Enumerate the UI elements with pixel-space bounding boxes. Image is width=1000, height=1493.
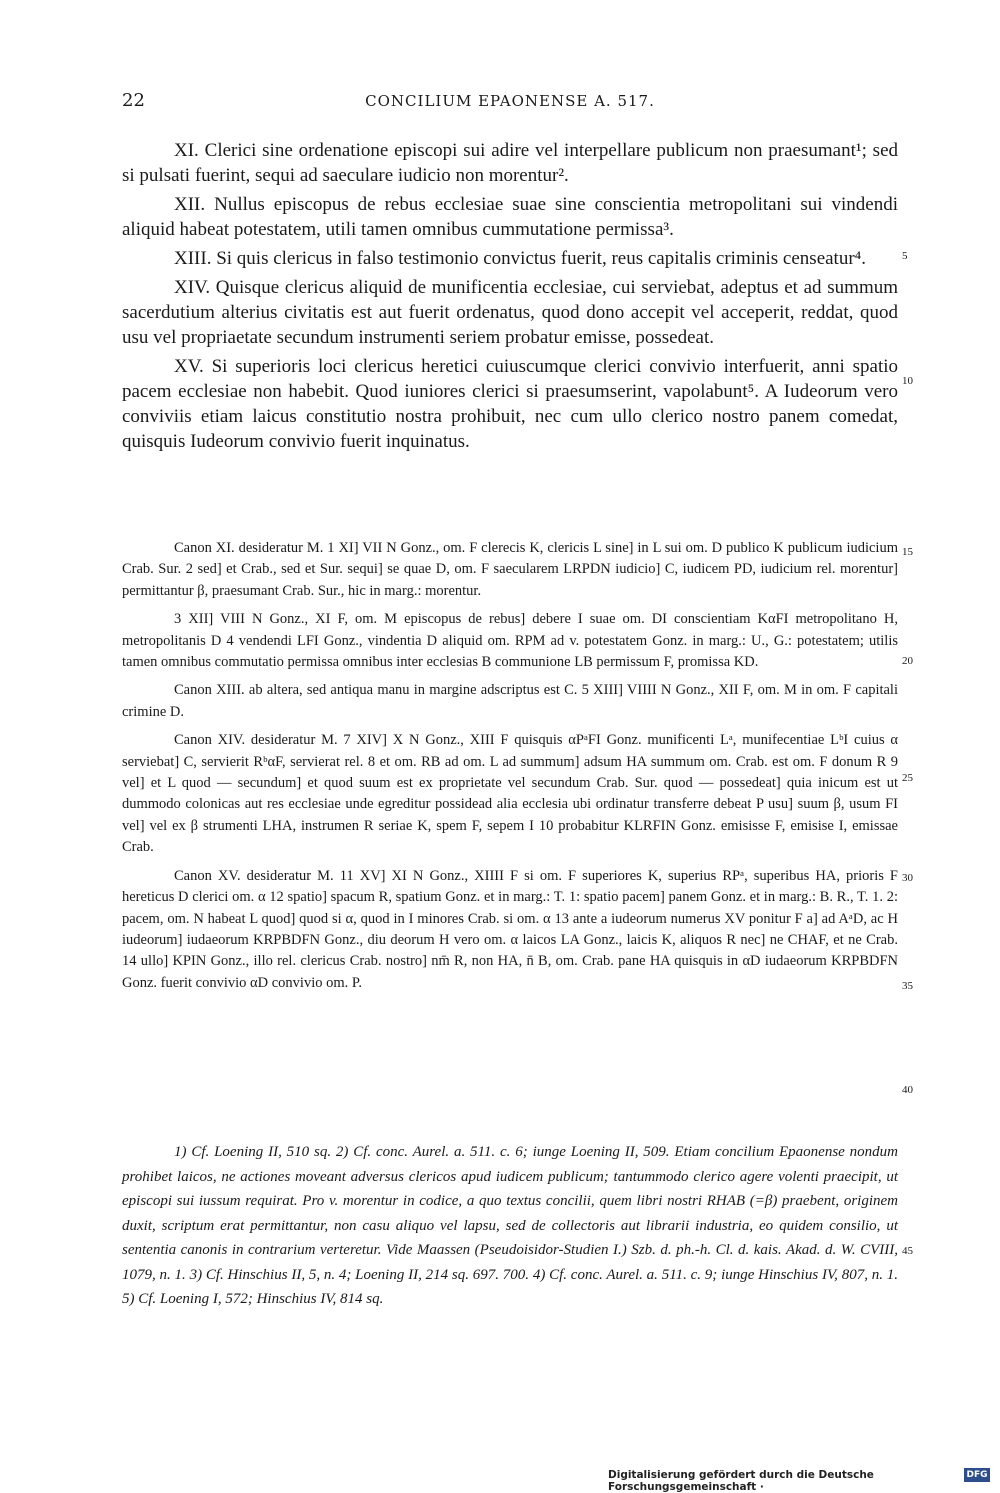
line-number: 5 <box>902 250 908 262</box>
line-number: 40 <box>902 1084 913 1096</box>
canon-body: Nullus episcopus de rebus ecclesiae suae sine conscientia metropolitani sui vindendi aliquid habeat potestatem, utili tamen omnibus cummutatione permissa³. <box>122 194 899 240</box>
canon-xiv <box>122 275 898 350</box>
apparatus-entry: Canon XIV. desideratur M. 7 XIV] X N Gonz., XIII F quisquis αPᵃFI Gonz. munificenti Lᵃ, munifecentiae LᵇI cuius α serviebat] C, servierit RᵇαF, servierat rel. 8 et om. RB ad om. L ad summum] adsum HA summum om. Crab. est om. F donum R 9 vel] et L quod — secundum] et quod suum est ex proprietate vel secundum Crab. Sur. quod — possedeat] quia inicum est ut dummodo colonicas aut res ecclesiae unde egreditur possidead alia ecclesia ubi ordinatur transferre debeat P usu] suum β, usum FI vel] vel ex β strumenti LHA, instrumen R seriae K, spem F, sepem I 10 probabitur KLRFIN Gonz. emisisse F, emisise I, emissae Crab. <box>122 732 898 856</box>
canon-body: Quisque clericus aliquid de munificentia ecclesiae, cui serviebat, adeptus et ad summum sacerdutium alterius civitatis est aut fuerit ordenatus, quod dono accepit vel acceperit, reddat, quod usu vel propriaetate secundum instrumenti seriem probatur emisse, possedeat. <box>122 277 899 348</box>
footnotes <box>122 1140 898 1312</box>
apparatus-entry: Canon XV. desideratur M. 11 XV] XI N Gonz., XIIII F si om. F superiores K, superius RPᵃ, superibus HA, prioris F hereticus D clerici om. α 12 spatio] spacum R, spatium Gonz. et in marg.: T. 1: spatio pacem] panem Gonz. et in marg.: B. R., T. 1. 2: pacem, om. N habeat L quod] quod si α, quod in I minores Crab. si om. α 13 ante a iudeorum numerus XV ponitur F a] ad AᵃD, ac H iudeorum] iudaeorum KRPBDFN Gonz., diu deorum H vero om. α laicos LA Gonz., laicis K, aliquos R nec] ne CHAF, et ne Crab. 14 ullo] KPIN Gonz., illo rel. clericus Crab. nostro] nm̄ R, non HA, n̄ B, om. Crab. pane HA quisquis in αD iudaeorum KRPBDFN Gonz. fuerit convivio αD convivio om. P. <box>122 867 898 991</box>
canon-xi <box>122 138 898 188</box>
line-number: 15 <box>902 546 913 558</box>
canon-number: XV. <box>174 356 204 377</box>
apparatus-entry: Canon XI. desideratur M. 1 XI] VII N Gonz., om. F clerecis K, clericis L sine] in L sui om. D publico K publicum iudicium Crab. Sur. 2 sed] et Crab., sed et Sur. sequi] se quae D, om. F saecularem LRPDN iudicio] C, iudicem PD, iudicium rel. morentur] permittantur β, praesumant Crab. Sur., hic in marg.: morentur. <box>122 540 898 599</box>
critical-apparatus <box>122 538 898 1001</box>
canon-xii <box>122 192 898 242</box>
canon-number: XIV. <box>174 277 211 298</box>
line-number: 30 <box>902 872 913 884</box>
canon-xv <box>122 354 898 454</box>
canon-body: Clerici sine ordenatione episcopi sui adire vel interpellare publicum non praesumant¹; sed si pulsati fuerint, sequi ad saeculare iudicio non morentur². <box>122 140 898 186</box>
canon-number: XIII. <box>174 248 212 269</box>
page-number: 22 <box>122 90 145 111</box>
page-header <box>122 90 898 116</box>
canon-body: Si quis clericus in falso testimonio convictus fuerit, reus capitalis criminis censeatur⁴. <box>216 248 867 269</box>
line-number: 25 <box>902 772 913 784</box>
line-number: 20 <box>902 655 913 667</box>
dfg-credit: Digitalisierung gefördert durch die Deutsche Forschungsgemeinschaft · <box>608 1469 874 1493</box>
canon-xiii <box>122 246 898 271</box>
line-number: 35 <box>902 980 913 992</box>
running-title: CONCILIUM EPAONENSE A. 517. <box>365 92 655 110</box>
dfg-logo-icon: DFG <box>964 1468 990 1482</box>
footnote-block: 1) Cf. Loening II, 510 sq. 2) Cf. conc. Aurel. a. 511. c. 6; iunge Loening II, 509. Etiam concilium Epaonense nondum prohibet laicos, ne actiones moveant adversus clericos apud iudicem publicum; tantummodo clerico agere volenti praecipit, ut episcopi sui iussum requirat. Pro v. morentur in codice, a quo textus concilii, quem libri nostri RHAB (=β) praebent, originem duxit, scriptum erat permittantur, non casu aliquo vel lapsu, sed de collectoris aut librarii industria, eo quidem consilio, ut sententia canonis in contrarium verteretur. Vide Maassen (Pseudoisidor-Studien I.) Szb. d. ph.-h. Cl. d. kais. Akad. d. W. CVIII, 1079, n. 1. 3) Cf. Hinschius II, 5, n. 4; Loening II, 214 sq. 697. 700. 4) Cf. conc. Aurel. a. 511. c. 9; iunge Hinschius IV, 807, n. 1. 5) Cf. Loening I, 572; Hinschius IV, 814 sq. <box>122 1144 898 1307</box>
apparatus-entry: 3 XII] VIII N Gonz., XI F, om. M episcopus de rebus] debere I suae om. DI conscientiam KαFI metropolitano H, metropolitanis D 4 vendendi LFI Gonz., vindentia D aliquid om. RPM ad v. potestatem Gonz. in marg.: U., G.: potestatem; utilis tamen omnibus commutatio permissa omnibus inter ecclesias B communione LB permissum F, promissa KD. <box>122 611 898 671</box>
canon-number: XI. <box>174 140 199 161</box>
canon-number: XII. <box>174 194 206 215</box>
canon-body: Si superioris loci clericus heretici cuiuscumque clerici convivio interfuerit, anni spatio pacem ecclesiae non habebit. Quod iuniores clerici si praesumserint, vapolabunt⁵. A Iudeorum vero conviviis etiam laicus constitutio nostra prohibuit, nec cum ullo clerico nostro panem comedat, quisquis Iudeorum convivio fuerit inquinatus. <box>122 356 898 452</box>
apparatus-entry: Canon XIII. ab altera, sed antiqua manu in margine adscriptus est C. 5 XIII] VIIII N Gonz., XII F, om. M in om. F capitali crimine D. <box>122 682 898 720</box>
line-number: 10 <box>902 375 913 387</box>
canon-text-block <box>122 138 898 458</box>
line-number: 45 <box>902 1245 913 1257</box>
